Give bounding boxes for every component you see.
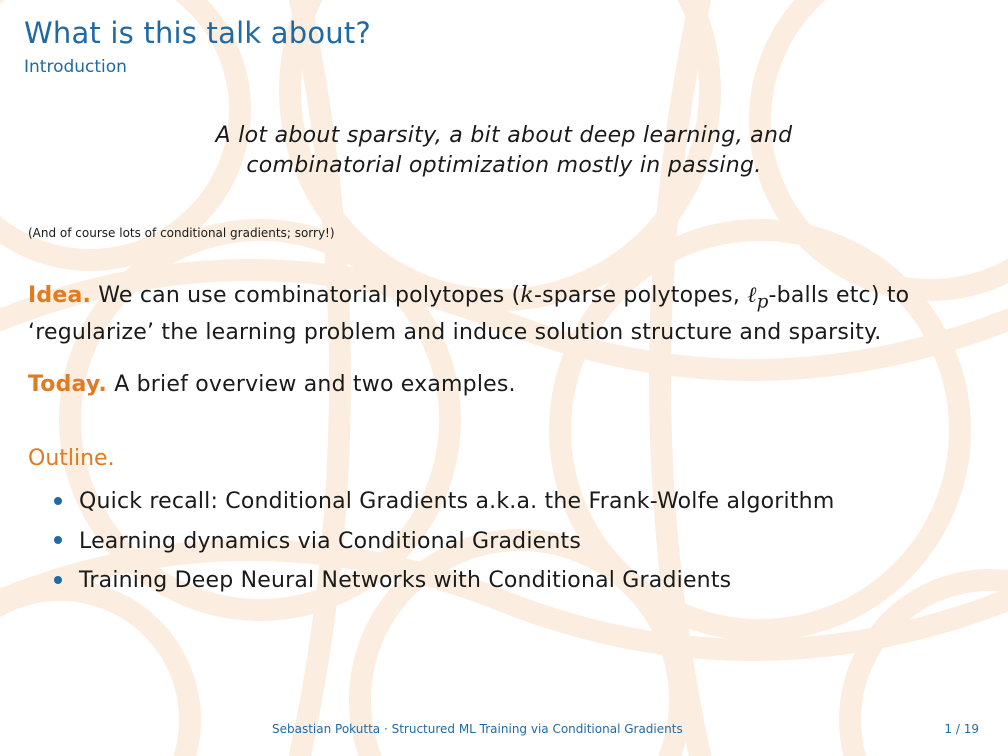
idea-line-2: ‘regularize’ the learning problem and induce solution structure and sparsity. xyxy=(28,320,882,346)
slide-subtitle: Introduction xyxy=(24,57,127,77)
quote-line-1: A lot about sparsity, a bit about deep learning, and xyxy=(215,123,793,148)
idea-text-part2: -sparse polytopes, xyxy=(533,283,748,308)
quote-line-2: combinatorial optimization mostly in passing. xyxy=(246,153,762,178)
idea-text-part1: We can use combinatorial polytopes ( xyxy=(91,283,521,308)
idea-paragraph xyxy=(28,280,988,348)
page-number: 1 / 19 xyxy=(944,722,979,736)
bullet-icon xyxy=(54,536,62,544)
today-label: Today. xyxy=(28,372,107,397)
today-paragraph xyxy=(28,372,516,397)
outline-item xyxy=(54,482,834,522)
outline-list xyxy=(54,482,834,601)
outline-item xyxy=(54,561,834,601)
idea-label: Idea. xyxy=(28,283,92,308)
outline-item-text: Quick recall: Conditional Gradients a.k.a. the Frank-Wolfe algorithm xyxy=(79,489,835,515)
footer xyxy=(0,722,1008,740)
bullet-icon xyxy=(54,576,62,584)
today-text: A brief overview and two examples. xyxy=(107,372,516,397)
idea-text-part3: -balls etc) to xyxy=(768,283,910,308)
slide-title: What is this talk about? xyxy=(24,16,372,50)
footer-author-title: Sebastian Pokutta · Structured ML Training via Conditional Gradients xyxy=(272,722,683,736)
bullet-icon xyxy=(54,497,62,505)
summary-quote xyxy=(104,121,904,181)
outline-heading: Outline. xyxy=(28,446,115,471)
lp-symbol: ℓ xyxy=(747,283,757,308)
outline-item-text: Training Deep Neural Networks with Conditional Gradients xyxy=(79,568,732,594)
lp-subscript: p xyxy=(756,291,769,313)
k-symbol: k xyxy=(520,283,534,308)
aside-note: (And of course lots of conditional gradients; sorry!) xyxy=(28,226,335,240)
outline-item xyxy=(54,522,834,562)
idea-line-1 xyxy=(28,280,988,317)
outline-item-text: Learning dynamics via Conditional Gradients xyxy=(79,528,581,554)
